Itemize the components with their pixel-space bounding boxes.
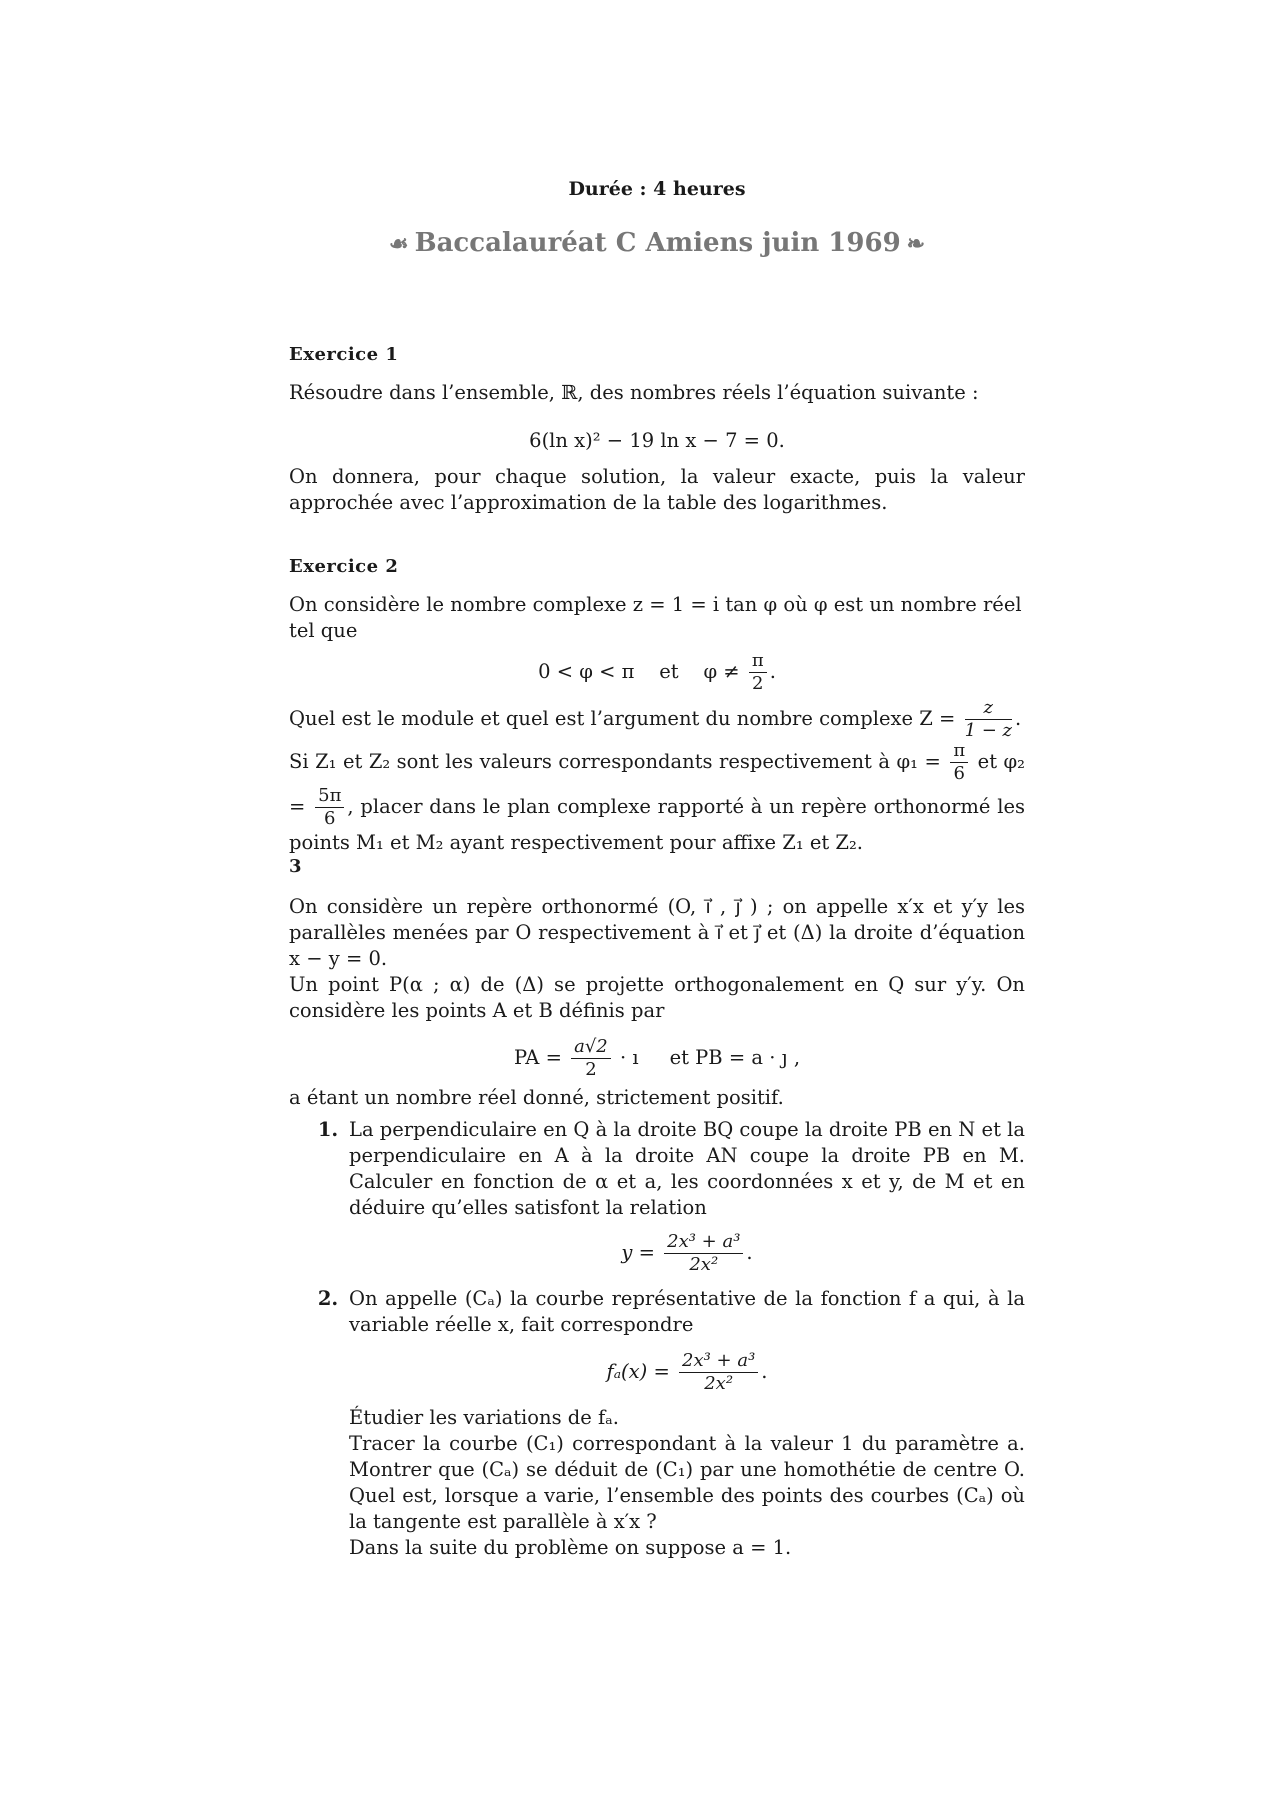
frac-den: 6 — [324, 808, 336, 829]
exercise-3-paragraph-3: a étant un nombre réel donné, strictement positif. — [289, 1086, 784, 1109]
ornament-right-icon: ❧ — [906, 231, 926, 257]
frac-den: 1 − z — [964, 720, 1013, 741]
exercise-1-text: On donnera, pour chaque solution, la valeur exacte, puis la valeur approchée avec l’approximation de la table des logarithmes. — [289, 465, 1025, 514]
function-fa: fₐ(x) = $\frac{\text{2x³ + a³}}{\text{2x²}}$ . — [606, 1350, 768, 1394]
exercise-2-condition: 0 < φ < π et φ ≠ $\frac{\pi}{2}$ . — [538, 650, 776, 694]
frac-num: π — [749, 650, 767, 673]
exercise-3-heading: 3 — [289, 856, 303, 877]
sub-question-2: Tracer la courbe (C₁) correspondant à la valeur 1 du paramètre a. Montrer que (Cₐ) se déduit de (C₁) par une homothétie de centre O. Quel est, lorsque a varie, l’ensemble des points des courbes (Cₐ) où la tangente est parallèle à x′x ? — [349, 1432, 1025, 1533]
question-2-text-a: Si Z₁ et Z₂ sont les valeurs correspondants respectivement à φ₁ = — [289, 750, 941, 773]
condition-left: 0 < φ < π — [538, 660, 635, 683]
frac-num: a√2 — [571, 1036, 611, 1059]
frac-den: 2x² — [704, 1373, 734, 1394]
exercise-2 — [289, 554, 1025, 856]
question-1-text: Quel est le module et quel est l’argument du nombre complexe Z = — [289, 707, 956, 730]
item-1-text: La perpendiculaire en Q à la droite BQ coupe la droite PB en N et la perpendiculaire en A à la droite AN coupe la droite PB en M. Calculer en fonction de α et a, les coordonnées x et y, de M et en déduire qu’elles satisfont la relation — [349, 1118, 1025, 1219]
frac-num: z — [965, 697, 1012, 720]
exercise-1 — [289, 342, 1025, 516]
frac-num: 5π — [315, 785, 344, 808]
paragraph-1-a: On considère un repère orthonormé — [289, 895, 659, 918]
question-2-text-b: placer dans le plan complexe rapporté à un repère orthonormé les points M₁ et M₂ ayant respectivement pour affixe Z₁ et Z₂. — [289, 795, 1025, 854]
exercise-3-paragraph-1 — [289, 894, 1025, 972]
exercise-3-paragraph-2: Un point P(α ; α) de (Δ) se projette orthogonalement en Q sur y′y. On considère les points A et B définis par — [289, 973, 1025, 1022]
list-item — [345, 1117, 1025, 1276]
ornament-left-icon: ☙ — [388, 231, 409, 257]
paragraph-1-b: ; on appelle x′x et y′y les parallèles menées par O respectivement à ı⃗ et ȷ⃗ et (Δ) la droite d’équation x − y = 0. — [289, 895, 1025, 970]
condition-et: et — [659, 660, 679, 683]
duration: Durée : 4 heures — [568, 178, 746, 200]
frac-den: 2 — [752, 673, 764, 694]
exercise-1-heading: Exercice 1 — [289, 344, 399, 365]
frac-num: π — [950, 740, 968, 763]
exercise-3 — [289, 854, 1025, 1561]
vector-pa-left: PA = — [513, 1046, 562, 1069]
exercise-2-heading: Exercice 2 — [289, 556, 399, 577]
list-item — [345, 1286, 1025, 1561]
vector-definitions — [289, 1036, 1025, 1081]
frac-den: 6 — [953, 763, 965, 784]
fraction-5pi-over-6 — [315, 785, 344, 830]
sub-question-1: Étudier les variations de fₐ. — [349, 1406, 619, 1429]
sub-question-3: Dans la suite du problème on suppose a = 1. — [349, 1536, 792, 1559]
exercise-2-question-1: Quel est le module et quel est l’argument du nombre complexe Z = $\frac{z}{1 - z}$ . — [289, 697, 1022, 741]
frame-notation: (O, ı⃗ , ȷ⃗ ) — [667, 895, 758, 918]
fraction-pi-over-6 — [950, 740, 968, 785]
exam-title — [289, 228, 1025, 258]
frac-den: 2x² — [689, 1254, 719, 1275]
function-left: fₐ(x) = — [606, 1360, 670, 1383]
fraction-function — [679, 1350, 758, 1395]
exercise-1-intro: Résoudre dans l’ensemble, ℝ, des nombres réels l’équation suivante : — [289, 381, 979, 404]
fraction-relation — [664, 1231, 743, 1276]
vector-pb: et PB = a · ȷ , — [669, 1046, 801, 1069]
frac-num: 2x³ + a³ — [679, 1350, 758, 1373]
exercise-3-list — [289, 1117, 1025, 1561]
fraction-pi-over-2 — [749, 650, 767, 695]
exercise-1-equation: 6(ln x)² − 19 ln x − 7 = 0. — [529, 429, 785, 452]
question-2-et: et φ₂ = — [289, 750, 1025, 818]
vector-pa-right: · ı — [619, 1046, 639, 1069]
condition-right: φ ≠ — [703, 660, 740, 683]
title-text: Baccalauréat C Amiens juin 1969 — [414, 228, 901, 258]
exercise-2-question-2: Si Z₁ et Z₂ sont les valeurs correspondants respectivement à φ₁ = $\frac{\pi}{6}$ et φ₂ = $\frac{5\pi}{6}$ , placer dans le plan complexe rapporté à un repère orthonormé les points M₁ et M₂ ayant respectivement pour affixe Z₁ et Z₂. — [289, 740, 1025, 854]
frac-den: 2 — [585, 1059, 597, 1080]
relation-y: y = $\frac{\text{2x³ + a³}}{\text{2x²}}$ . — [621, 1231, 753, 1275]
fraction-a-root2-over-2 — [571, 1036, 611, 1081]
item-2-text: On appelle (Cₐ) la courbe représentative de la fonction f a qui, à la variable réelle x, fait correspondre — [349, 1287, 1025, 1336]
exercise-2-intro: On considère le nombre complexe z = 1 = i tan φ où φ est un nombre réel tel que — [289, 593, 1022, 642]
relation-left: y = — [621, 1241, 655, 1264]
fraction-z-over-1-minus-z — [965, 697, 1012, 742]
frac-num: 2x³ + a³ — [664, 1231, 743, 1254]
